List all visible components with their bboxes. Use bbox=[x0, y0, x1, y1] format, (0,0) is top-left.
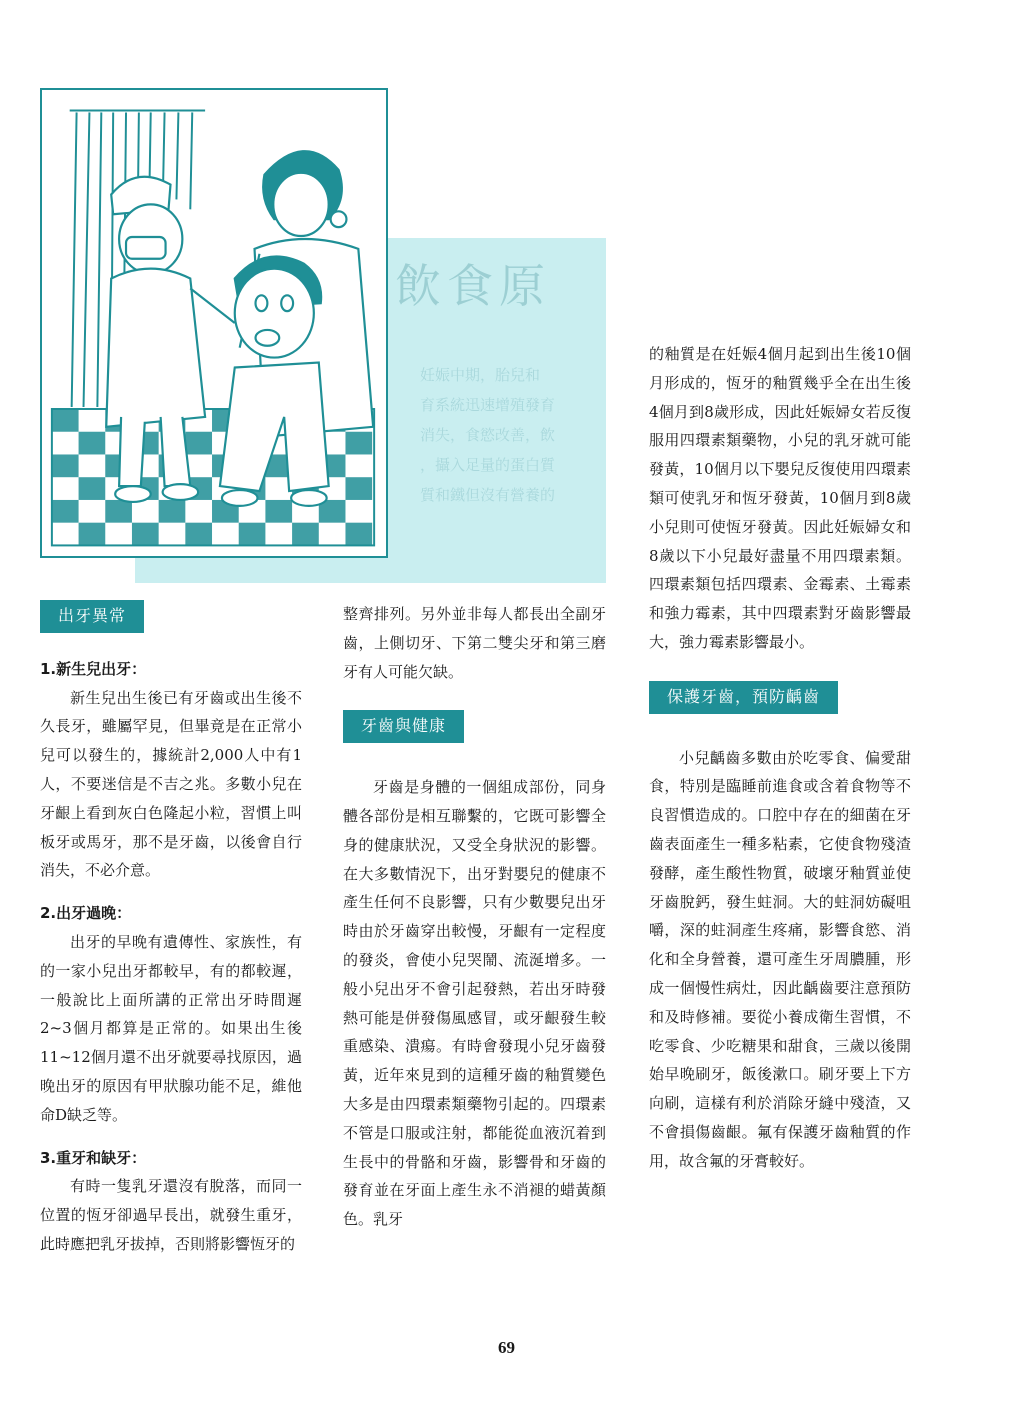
section-heading-wrap bbox=[649, 681, 911, 714]
ghost-line: 質和鐵但沒有營養的 bbox=[420, 486, 556, 504]
background-ghost-title: 飲食原 bbox=[395, 259, 551, 313]
column-1 bbox=[40, 600, 302, 1259]
section-heading-wrap bbox=[40, 600, 302, 633]
subheading-late-teeth: 2.出牙過晚： bbox=[40, 904, 132, 923]
ghost-line: ，攝入足量的蛋白質 bbox=[420, 456, 556, 474]
paragraph-protect-teeth: 小兒齲齒多數由於吃零食、偏愛甜食，特別是臨睡前進食或含着食物等不良習慣造成的。口腔中存在的細菌在牙齒表面產生一種多粘素，它使食物殘渣發酵，產生酸性物質，破壞牙釉質並使牙齒脫鈣，發生蛀洞。大的蛀洞妨礙咀嚼，深的蛀洞產生疼痛，影響食慾、消化和全身營養，還可產生牙周膿腫，形成一個慢性病灶，因此齲齒要注意預防和及時修補。要從小養成衛生習慣，不吃零食、少吃糖果和甜食，三歲以後開始早晚刷牙，飯後漱口。刷牙要上下方向刷，這樣有利於消除牙縫中殘渣，又不會損傷齒齦。氟有保護牙齒釉質的作用，故含氟的牙膏較好。 bbox=[649, 748, 911, 1170]
section-heading-wrap bbox=[343, 710, 606, 743]
column-3 bbox=[649, 340, 911, 1176]
paragraph-double-missing-teeth: 有時一隻乳牙還沒有脫落，而同一位置的恆牙卻過早長出，就發生重牙，此時應把乳牙拔掉，否則將影響恆牙的 bbox=[40, 1177, 302, 1253]
dentist-illustration bbox=[40, 88, 388, 558]
paragraph-newborn-teeth: 新生兒出生後已有牙齒或出生後不久長牙，雖屬罕見，但畢竟是在正常小兒可以發生的，據統計2,000人中有1人，不要迷信是不吉之兆。多數小兒在牙齦上看到灰白色隆起小粒，習慣上叫板牙或馬牙，那不是牙齒，以後會自行消失，不必介意。 bbox=[40, 688, 302, 880]
section-heading-teeth-health: 牙齒與健康 bbox=[343, 710, 464, 743]
paragraph-late-teeth: 出牙的早晚有遺傳性、家族性，有的一家小兒出牙都較早，有的都較遲，一般說比上面所講的正常出牙時間遲2~3個月都算是正常的。如果出生後11~12個月還不出牙就要尋找原因，過晚出牙的原因有甲狀腺功能不足，維他命D缺乏等。 bbox=[40, 932, 302, 1124]
ghost-line: 消失，食慾改善，飲 bbox=[420, 426, 556, 444]
background-ghost-lines bbox=[420, 360, 600, 510]
subheading-newborn-teeth: 1.新生兒出牙： bbox=[40, 659, 147, 678]
ghost-line: 妊娠中期，胎兒和 bbox=[420, 366, 541, 384]
paragraph-continued-col2: 整齊排列。另外並非每人都長出全副牙齒，上側切牙、下第二雙尖牙和第三磨牙有人可能欠缺。 bbox=[343, 605, 606, 681]
dentist-drawing bbox=[42, 90, 386, 556]
paragraph-teeth-health: 牙齒是身體的一個組成部份，同身體各部份是相互聯繫的，它既可影響全身的健康狀況，又受全身狀況的影響。在大多數情況下，出牙對嬰兒的健康不產生任何不良影響，只有少數嬰兒出牙時由於牙齒穿出較慢，牙齦有一定程度的發炎，會使小兒哭鬧、流涎增多。一般小兒出牙不會引起發熱，若出牙時發熱可能是併發傷風感冒，或牙齦發生較重感染、潰瘍。有時會發現小兒牙齒發黃，近年來見到的這種牙齒的釉質變色大多是由四環素類藥物引起的。四環素不管是口服或注射，都能從血液沉着到生長中的骨骼和牙齒，影響骨和牙齒的發育並在牙面上產生永不消褪的蜡黃顏色。乳牙 bbox=[343, 778, 606, 1229]
section-heading-teeth-abnormal: 出牙異常 bbox=[40, 600, 144, 633]
paragraph-continued-col3: 的釉質是在妊娠4個月起到出生後10個月形成的，恆牙的釉質幾乎全在出生後4個月到8歲形成，因此妊娠婦女若反復服用四環素類藥物，小兒的乳牙就可能發黃，10個月以下嬰兒反復使用四環素類可使乳牙和恆牙發黃，10個月到8歲小兒則可使恆牙發黃。因此妊娠婦女和8歲以下小兒最好盡量不用四環素類。四環素類包括四環素、金霉素、土霉素和強力霉素，其中四環素對牙齒影響最大，強力霉素影響最小。 bbox=[649, 345, 911, 651]
subheading-double-missing-teeth: 3.重牙和缺牙： bbox=[40, 1148, 147, 1167]
ghost-line: 育系統迅速增殖發育 bbox=[420, 396, 556, 414]
section-heading-protect-teeth: 保護牙齒，預防齲齒 bbox=[649, 681, 838, 714]
page-number: 69 bbox=[498, 1338, 515, 1357]
column-2 bbox=[343, 600, 606, 1234]
